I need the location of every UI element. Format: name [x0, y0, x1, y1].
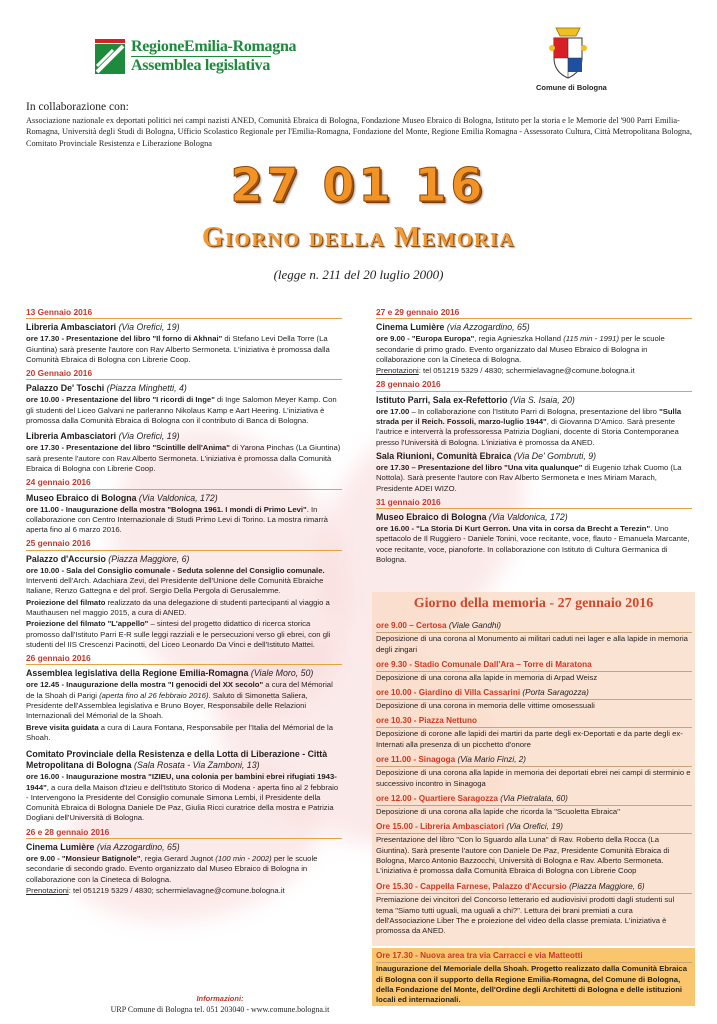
memorial-item: ore 10.30 - Piazza Nettuno Deposizione di corone alle lapidi dei martiri da parte degli ex-Deportati e da parte degli ex-Internati alla presenza di un picchetto d'onore	[376, 716, 692, 750]
regione-logo	[93, 38, 297, 78]
date-heading: 28 gennaio 2016	[376, 379, 692, 391]
event-text: Breve visita guidata a cura di Laura Fontana, Responsabile per l'Italia del Mémorial de la Shoah.	[26, 722, 334, 742]
memorial-item: ore 11.00 - Sinagoga (Via Mario Finzi, 2) Deposizione di una corona alla lapide in memoria dei deportati ebrei nei campi di sterminio e successivo incontro in Sinagoga	[376, 755, 691, 788]
venue-heading: Museo Ebraico di Bologna (Via Valdonica, 172)	[376, 512, 568, 523]
venue-heading: Comitato Provinciale della Resistenza e della Lotta di Liberazione - Città Metropolitana di Bologna (Sala Rosata - Via Zamboni, 13)	[26, 749, 328, 771]
event-text: Proiezione del filmato realizzato da una delegazione di studenti partecipanti al viaggio a Mauthausen nel maggio 2015, a cura di ANED.	[26, 597, 330, 617]
regione-name: RegioneEmilia-Romagna	[131, 38, 297, 55]
booking-info: Prenotazioni: tel 051219 5329 / 4830; schermielavagne@comune.bologna.it	[26, 885, 285, 895]
date-heading: 20 Gennaio 2016	[26, 368, 342, 380]
venue-heading: Assemblea legislativa della Regione Emilia-Romagna (Viale Moro, 50)	[26, 668, 314, 679]
date-heading: 27 e 29 gennaio 2016	[376, 307, 692, 319]
date-heading: 26 gennaio 2016	[26, 653, 342, 665]
event-text: ore 10.00 - Sala del Consiglio comunale - Seduta solenne del Consiglio comunale. Interventi dell'Arch. Adachiara Zevi, del Presidente dell'Unione delle Comunità Ebraiche Italiane, Renzo Gattegna e del prof. Sergio Della Pergola di Gerusalemme.	[26, 565, 325, 596]
event-date: 27 01 16	[230, 158, 487, 212]
assemblea-name: Assemblea legislativa	[131, 57, 271, 74]
booking-info: Prenotazioni: tel 051219 5329 / 4830; schermielavagne@comune.bologna.it	[376, 366, 635, 376]
bologna-coat-of-arms-icon	[548, 24, 588, 80]
regione-mark-icon	[93, 38, 127, 76]
bologna-caption: Comune di Bologna	[536, 83, 607, 92]
bologna-logo	[536, 24, 607, 94]
memorial-item: ore 9.30 - Stadio Comunale Dall'Ara – Torre di Maratona Deposizione di una corona alla lapide in memoria di Arpad Weisz	[376, 660, 692, 684]
left-column	[26, 304, 342, 896]
info-text: URP Comune di Bologna tel. 051 203040 - www.comune.bologna.it	[110, 1005, 330, 1014]
event-text: ore 17.30 - Presentazione del libro "Il forno di Akhnai" di Stefano Levi Della Torre (La Giuntina) sarà presente l'autore con Rav Alberto Sermoneta. L'iniziativa è promossa dalla Comunità Ebraica di Bologna con Librerie Coop.	[26, 334, 330, 364]
event-text: ore 9.00 - "Monsieur Batignole", regia Gerard Jugnot (100 min - 2002) per le scuole secondarie di secondo grado. Evento organizzato dal Museo Ebraico di Bologna in collaborazione con la Cineteca di Bologna.	[26, 853, 318, 884]
venue-heading: Cinema Lumière (via Azzogardino, 65)	[26, 841, 180, 852]
venue-heading: Cinema Lumière (via Azzogardino, 65)	[376, 322, 530, 333]
event-text: ore 10.00 - Presentazione del libro "I ricordi di Inge" di Inge Salomon Meyer Kamp. Con gli studenti del Liceo Galvani ne parleranno Nikolaus Kamp e Aart Heering. L'iniziativa è promossa dalla Comunità Ebraica di Bologna con il contributo di Banca di Bologna.	[26, 395, 337, 426]
event-text: ore 16.00 - Inaugurazione mostra "IZIEU, una colonia per bambini ebrei rifugiati 1943-1944", a cura della Maison d'Izieu e dell'Istituto Storico di Modena - aperta fino al 2 febbraio - Intervengono la Presidente del Consiglio comunale Simona Lembi, il Presidente della Comunità Ebraica di Bologna Daniele De Paz, Giulia Ricci curatrice della mostra e Patrizia Dogliani dell'Università di Bologna.	[26, 772, 339, 823]
venue-heading: Libreria Ambasciatori (Via Orefici, 19)	[26, 431, 180, 442]
event-text: ore 11.00 - Inaugurazione della mostra "Bologna 1961. I mondi di Primo Levi". In collaborazione con Centro Internazionale di Studi Primo Levi di Torino. La mostra rimarrà aperta fino al 6 marzo 2016.	[26, 504, 328, 535]
venue-heading: Palazzo d'Accursio (Piazza Maggiore, 6)	[26, 553, 190, 564]
right-column	[376, 304, 692, 565]
date-heading: 31 gennaio 2016	[376, 497, 692, 509]
memorial-item: ore 10.00 - Giardino di Villa Cassarini (Porta Saragozza) Deposizione di una corona in memoria delle vittime omosessuali	[376, 688, 692, 712]
event-text: Proiezione del filmato "L'appello" – sintesi del progetto didattico di ricerca storica promosso dall'Istituto Parri E-R sulle leggi razziali e le persecuzioni verso gli ebrei, con gli studenti del IIS Crescenzi Pacinotti, del Liceo Leonardo Da Vinci e dell'Istituto Mattei.	[26, 619, 331, 649]
event-text: ore 16.00 - "La Storia Di Kurt Gerron. Una vita in corsa da Brecht a Terezin". Uno spettacolo de Il Ruggiero - Daniele Tonini, voce recitante, voce, flauto - Emanuela Marcante, voce recitante, voce, pianoforte. In collaborazione con Istituto di Cultura Germanica di Bologna.	[376, 524, 690, 565]
collab-heading: In collaborazione con:	[26, 101, 129, 113]
memorial-item: ore 12.00 - Quartiere Saragozza (Via Pietralata, 60) Deposizione di una corona alla lapide che ricorda la "Scuoletta Ebraica"	[376, 794, 692, 818]
venue-heading: Museo Ebraico di Bologna (Via Valdonica, 172)	[26, 492, 218, 503]
date-heading: 24 gennaio 2016	[26, 477, 342, 489]
collab-text: Associazione nazionale ex deportati politici nei campi nazisti ANED, Comunità Ebraica di Bologna, Fondazione Museo Ebraico di Bologna, Istituto per la storia e le Memorie del '900 Parri Emilia-Romagna, Università degli Studi di Bologna, Ufficio Scolastico Regionale per l'Emilia-Romagna, Fondazione del Monte, Regione Emilia Romagna - Assessorato Cultura, Città Metropolitana Bologna, Comitato Provinciale Resistenza e Liberazione Bologna	[26, 116, 692, 148]
event-text: ore 9.00 - "Europa Europa", regia Agnieszka Holland (115 min - 1991) per le scuole secondarie di primo grado. Evento organizzato dal Museo Ebraico di Bologna in collaborazione con la Cineteca di Bologna.	[376, 334, 665, 364]
venue-heading: Libreria Ambasciatori (Via Orefici, 19)	[26, 322, 180, 333]
memorial-item: Ore 15.30 - Cappella Farnese, Palazzo d'Accursio (Piazza Maggiore, 6) Premiazione dei vincitori del Concorso letterario ed audiovisivi prodotti dagli studenti sul tema "Siamo tutti uguali, ma uguali a chi?". Lettura dei brani premiati a cura dell'Associazione Liber The e proiezione del video della classe premiata. L'iniziativa è promossa da ANED.	[376, 882, 692, 936]
event-text: ore 17.30 - Presentazione del libro "Scintille dell'Anima" di Yarona Pinchas (La Giuntina) sarà presente l'autore con Rav.Alberto Sermoneta. L'iniziativa è promossa dalla Comunità Ebraica di Bologna con Librerie Coop.	[26, 443, 341, 473]
memorial-item: Ore 15.00 - Libreria Ambasciatori (Via Orefici, 19) Presentazione del libro "Con lo Sguardo alla Luna" di Rav. Roberto della Rocca (La Giuntina). Sarà presente l'autore con Daniele De Paz, Presidente Comunità Ebraica di Bologna, Marco Antonio Bazzocchi, Università di Bologna e Rav. Alberto Sermoneta. L'iniziativa è promossa dalla Comunità Ebraica di Bologna con Librerie Coop	[376, 822, 692, 876]
info-label: Informazioni:	[196, 994, 244, 1003]
date-heading: 25 gennaio 2016	[26, 538, 342, 550]
venue-heading: Palazzo De' Toschi (Piazza Minghetti, 4)	[26, 383, 187, 394]
venue-heading: Sala Riunioni, Comunità Ebraica (Via De' Gombruti, 9)	[376, 450, 597, 461]
date-heading: 13 Gennaio 2016	[26, 307, 342, 319]
date-heading: 26 e 28 gennaio 2016	[26, 827, 342, 839]
memorial-day-title: Giorno della memoria - 27 gennaio 2016	[413, 596, 654, 611]
memorial-inauguration: Ore 17.30 - Nuova area tra via Carracci e via Matteotti Inaugurazione del Memoriale della Shoah. Progetto realizzato dalla Comunità Ebraica di Bologna con il supporto della Regione Emilia-Romagna, del Comune di Bologna, della Fondazione del Monte, dell'Ordine degli Architetti di Bologna e delle istituzioni locali ed internazionali.	[376, 951, 692, 1005]
venue-heading: Istituto Parri, Sala ex-Refettorio (Via S. Isaia, 20)	[376, 394, 575, 405]
page-title: Giorno della Memoria	[201, 222, 516, 253]
event-text: ore 17.00 – In collaborazione con l'Istituto Parri di Bologna, presentazione del libro "Sulla strada per il Reich. Fossoli, marzo-luglio 1944", di Giovanna D'Amico. Sarà presente l'autrice e interverrà la professoressa Patrizia Dogliani, docente di Storia Contemporanea presso l'Università di Bologna. L'iniziativa è promossa da ANED.	[376, 406, 682, 447]
event-text: ore 17.30 – Presentazione del libro "Una vita qualunque" di Eugenio Izhak Cuomo (La Nottola). Sarà presente l'autore con Rav Alberto Sermoneta e Ines Miriam Marach, Presidente ADEI WIZO.	[376, 462, 682, 493]
memorial-item: ore 9.00 – Certosa (Viale Gandhi) Deposizione di una corona al Monumento ai militari caduti nei lager e alla lapide in memoria degli zingari	[376, 621, 692, 655]
event-text: ore 12.45 - Inaugurazione della mostra "I genocidi del XX secolo" a cura del Mémorial de la Shoah di Parigi (aperta fino al 26 febbraio 2016). Saluto di Simonetta Saliera, Presidente dell'Assemblea legislativa e Bruno Boyer, Responsabile delle Relazioni Internazionali del Mémorial de la Shoah.	[26, 680, 333, 721]
law-reference: (legge n. 211 del 20 luglio 2000)	[273, 267, 444, 282]
